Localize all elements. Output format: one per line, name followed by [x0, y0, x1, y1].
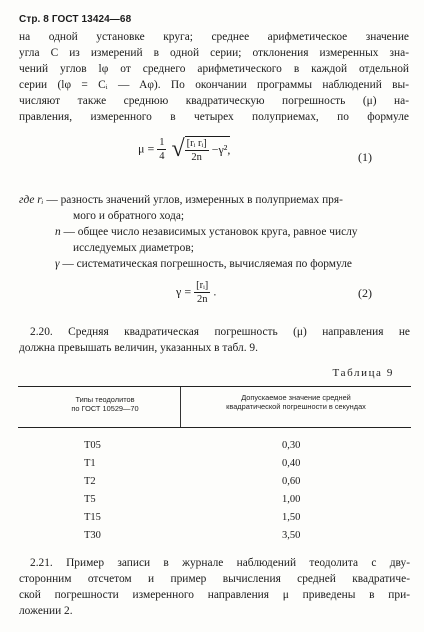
table-cell-value: 1,00	[282, 494, 301, 505]
where-text: — систематическая погрешность, вычисляемая по формуле	[59, 258, 352, 270]
table-cell-type: Т5	[84, 494, 96, 505]
table-caption: Таблица 9	[332, 367, 394, 379]
formula-1-eq: =	[147, 141, 155, 156]
formula-2-fraction	[194, 280, 210, 305]
where-line	[19, 193, 343, 207]
intro-line: правления, измеренного в четырех полуприемах, по формуле	[19, 111, 409, 123]
para-2-21-line: сторонним отсчетом и пример вычисления средней квадратиче-	[19, 573, 410, 585]
table-header-rule	[18, 427, 411, 428]
para-2-21-line: ложении 2.	[19, 605, 73, 617]
para-2-21-line: ской погрешности измеренного направления μ приведены в при-	[19, 589, 410, 601]
formula-1-number: (1)	[358, 150, 372, 164]
intro-line: на одной установке круга; среднее арифметическое значение	[19, 31, 409, 43]
formula-1-coef-den: 4	[159, 151, 165, 162]
formula-1-rad-num: [rᵢ rᵢ]	[186, 138, 207, 149]
page-header: Стр. 8 ГОСТ 13424—68	[19, 14, 132, 25]
formula-1	[138, 136, 230, 163]
formula-1-radicand-fraction	[185, 138, 209, 163]
para-2-21-line: 2.21. Пример записи в журнале наблюдений теодолита с дву-	[30, 557, 410, 569]
intro-line: числяют также среднюю квадратическую погрешность (μ) на-	[19, 95, 409, 107]
table-header-type: Типы теодолитов по ГОСТ 10529—70	[71, 395, 139, 413]
where-line	[55, 225, 358, 239]
formula-2-number: (2)	[358, 286, 372, 300]
table-cell-value: 0,30	[282, 440, 301, 451]
where-text: — общее число независимых установок круга, равное числу	[60, 226, 358, 238]
formula-1-coefficient	[157, 137, 166, 162]
where-text: — разность значений углов, измеренных в полуприемах пря-	[43, 194, 343, 206]
formula-1-rad-den: 2n	[191, 152, 202, 163]
formula-1-mu: μ	[138, 141, 145, 156]
formula-2-den: 2n	[196, 294, 208, 305]
table-cell-type: Т05	[84, 440, 101, 451]
where-line	[73, 209, 184, 223]
para-2-20-line: 2.20. Средняя квадратическая погрешность (μ) направления не	[30, 326, 410, 338]
table-cell-type: Т15	[84, 512, 101, 523]
table-cell-value: 0,40	[282, 458, 301, 469]
table-cell-value: 3,50	[282, 530, 301, 541]
table-cell-value: 0,60	[282, 476, 301, 487]
table-header-divider	[180, 387, 181, 427]
where-text: исследуемых диаметров;	[73, 242, 194, 254]
formula-2	[176, 280, 216, 305]
formula-2-tail: .	[213, 284, 217, 299]
where-symbol: где rᵢ	[19, 194, 44, 206]
formula-2-num: [rᵢ]	[196, 280, 209, 291]
formula-1-radicand	[185, 136, 231, 163]
table-cell-type: Т30	[84, 530, 101, 541]
where-line	[55, 257, 352, 271]
table-top-rule	[18, 386, 411, 387]
formula-2-eq: =	[184, 284, 192, 299]
intro-line: угла C из измерений в одной серии; отклонения измеренных зна-	[19, 47, 409, 59]
where-symbol: γ	[55, 258, 60, 270]
where-text: мого и обратного хода;	[73, 210, 185, 222]
para-2-20-line: должна превышать величин, указанных в табл. 9.	[19, 342, 258, 354]
table-cell-value: 1,50	[282, 512, 301, 523]
table-cell-type: Т2	[84, 476, 96, 487]
intro-line: серии (lφ = Cᵢ — Aφ). По окончании программы наблюдений вы-	[19, 79, 409, 91]
table-header-error: Допускаемое значение средней квадратической погрешности в секундах	[226, 393, 366, 411]
formula-1-coef-num: 1	[159, 137, 165, 148]
sqrt-icon: √	[171, 136, 185, 162]
where-symbol: n	[55, 226, 61, 238]
formula-1-tail: −γ²,	[211, 142, 231, 157]
where-line	[73, 241, 194, 255]
formula-2-lhs: γ	[176, 284, 182, 299]
intro-line: чений углов lφ от среднего арифметического в каждой отдельной	[19, 63, 409, 75]
table-cell-type: Т1	[84, 458, 96, 469]
